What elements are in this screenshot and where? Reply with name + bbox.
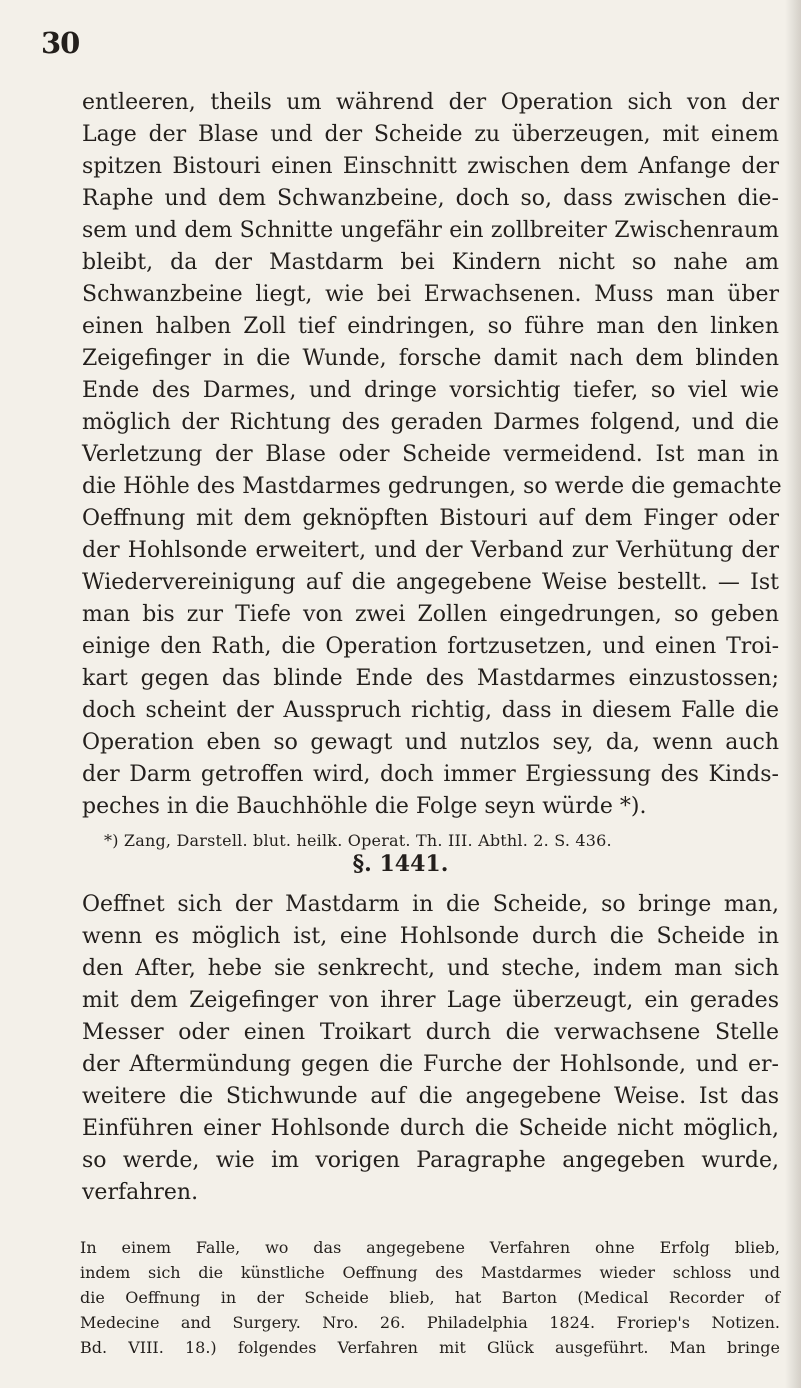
text-line: Operation eben so gewagt und nutzlos sey, da, wenn auch	[82, 730, 779, 755]
text-line: bleibt, da der Mastdarm bei Kindern nicht so nahe am	[82, 250, 779, 275]
text-line: peches in die Bauchhöhle die Folge seyn würde *).	[82, 794, 647, 819]
text-line: Messer oder einen Troikart durch die verwachsene Stelle	[82, 1020, 779, 1045]
text-line: so werde, wie im vorigen Paragraphe angegeben wurde,	[82, 1148, 779, 1173]
page-number: 30	[41, 26, 80, 60]
text-line: Verletzung der Blase oder Scheide vermeidend. Ist man in	[82, 442, 779, 467]
text-line: weitere die Stichwunde auf die angegebene Weise. Ist das	[82, 1084, 779, 1109]
text-line: möglich der Richtung des geraden Darmes folgend, und die	[82, 410, 779, 435]
text-line: wenn es möglich ist, eine Hohlsonde durch die Scheide in	[82, 924, 779, 949]
text-line: der Aftermündung gegen die Furche der Hohlsonde, und er-	[82, 1052, 779, 1077]
text-line: einen halben Zoll tief eindringen, so führe man den linken	[82, 314, 779, 339]
text-line: Einführen einer Hohlsonde durch die Scheide nicht möglich,	[82, 1116, 779, 1141]
section-heading: §. 1441.	[352, 851, 449, 877]
text-line: Oeffnung mit dem geknöpften Bistouri auf dem Finger oder	[82, 506, 779, 531]
text-line: Schwanzbeine liegt, wie bei Erwachsenen. Muss man über	[82, 282, 779, 307]
text-line: Wiedervereinigung auf die angegebene Weise bestellt. — Ist	[82, 570, 779, 595]
text-line: indem sich die künstliche Oeffnung des Mastdarmes wieder schloss und	[80, 1263, 780, 1282]
text-line: die Höhle des Mastdarmes gedrungen, so werde die gemachte	[82, 474, 782, 499]
text-line: spitzen Bistouri einen Einschnitt zwischen dem Anfange der	[82, 154, 779, 179]
text-line: man bis zur Tiefe von zwei Zollen eingedrungen, so geben	[82, 602, 779, 627]
text-line: Lage der Blase und der Scheide zu überzeugen, mit einem	[82, 122, 779, 147]
text-line: Zeigefinger in die Wunde, forsche damit nach dem blinden	[82, 346, 779, 371]
text-line: der Hohlsonde erweitert, und der Verband zur Verhütung der	[82, 538, 779, 563]
text-line: In einem Falle, wo das angegebene Verfahren ohne Erfolg blieb,	[80, 1238, 780, 1257]
text-line: Raphe und dem Schwanzbeine, doch so, dass zwischen die-	[82, 186, 779, 211]
text-line: Oeffnet sich der Mastdarm in die Scheide, so bringe man,	[82, 892, 779, 917]
footnote: *) Zang, Darstell. blut. heilk. Operat. Th. III. Abthl. 2. S. 436.	[104, 831, 612, 850]
text-line: entleeren, theils um während der Operation sich von der	[82, 90, 779, 115]
text-line: den After, hebe sie senkrecht, und steche, indem man sich	[82, 956, 779, 981]
text-line: mit dem Zeigefinger von ihrer Lage überzeugt, ein gerades	[82, 988, 779, 1013]
text-line: sem und dem Schnitte ungefähr ein zollbreiter Zwischenraum	[82, 218, 779, 243]
text-line: verfahren.	[82, 1180, 199, 1205]
text-line: Ende des Darmes, und dringe vorsichtig tiefer, so viel wie	[82, 378, 779, 403]
text-line: doch scheint der Ausspruch richtig, dass in diesem Falle die	[82, 698, 779, 723]
text-line: Medecine and Surgery. Nro. 26. Philadelphia 1824. Froriep's Notizen.	[80, 1313, 780, 1332]
text-line: der Darm getroffen wird, doch immer Ergiessung des Kinds-	[82, 762, 779, 787]
text-line: Bd. VIII. 18.) folgendes Verfahren mit Glück ausgeführt. Man bringe	[80, 1338, 780, 1357]
text-line: kart gegen das blinde Ende des Mastdarmes einzustossen;	[82, 666, 779, 691]
text-line: die Oeffnung in der Scheide blieb, hat Barton (Medical Recorder of	[80, 1288, 780, 1307]
text-line: einige den Rath, die Operation fortzusetzen, und einen Troi-	[82, 634, 779, 659]
page-edge-shadow	[785, 0, 801, 1388]
